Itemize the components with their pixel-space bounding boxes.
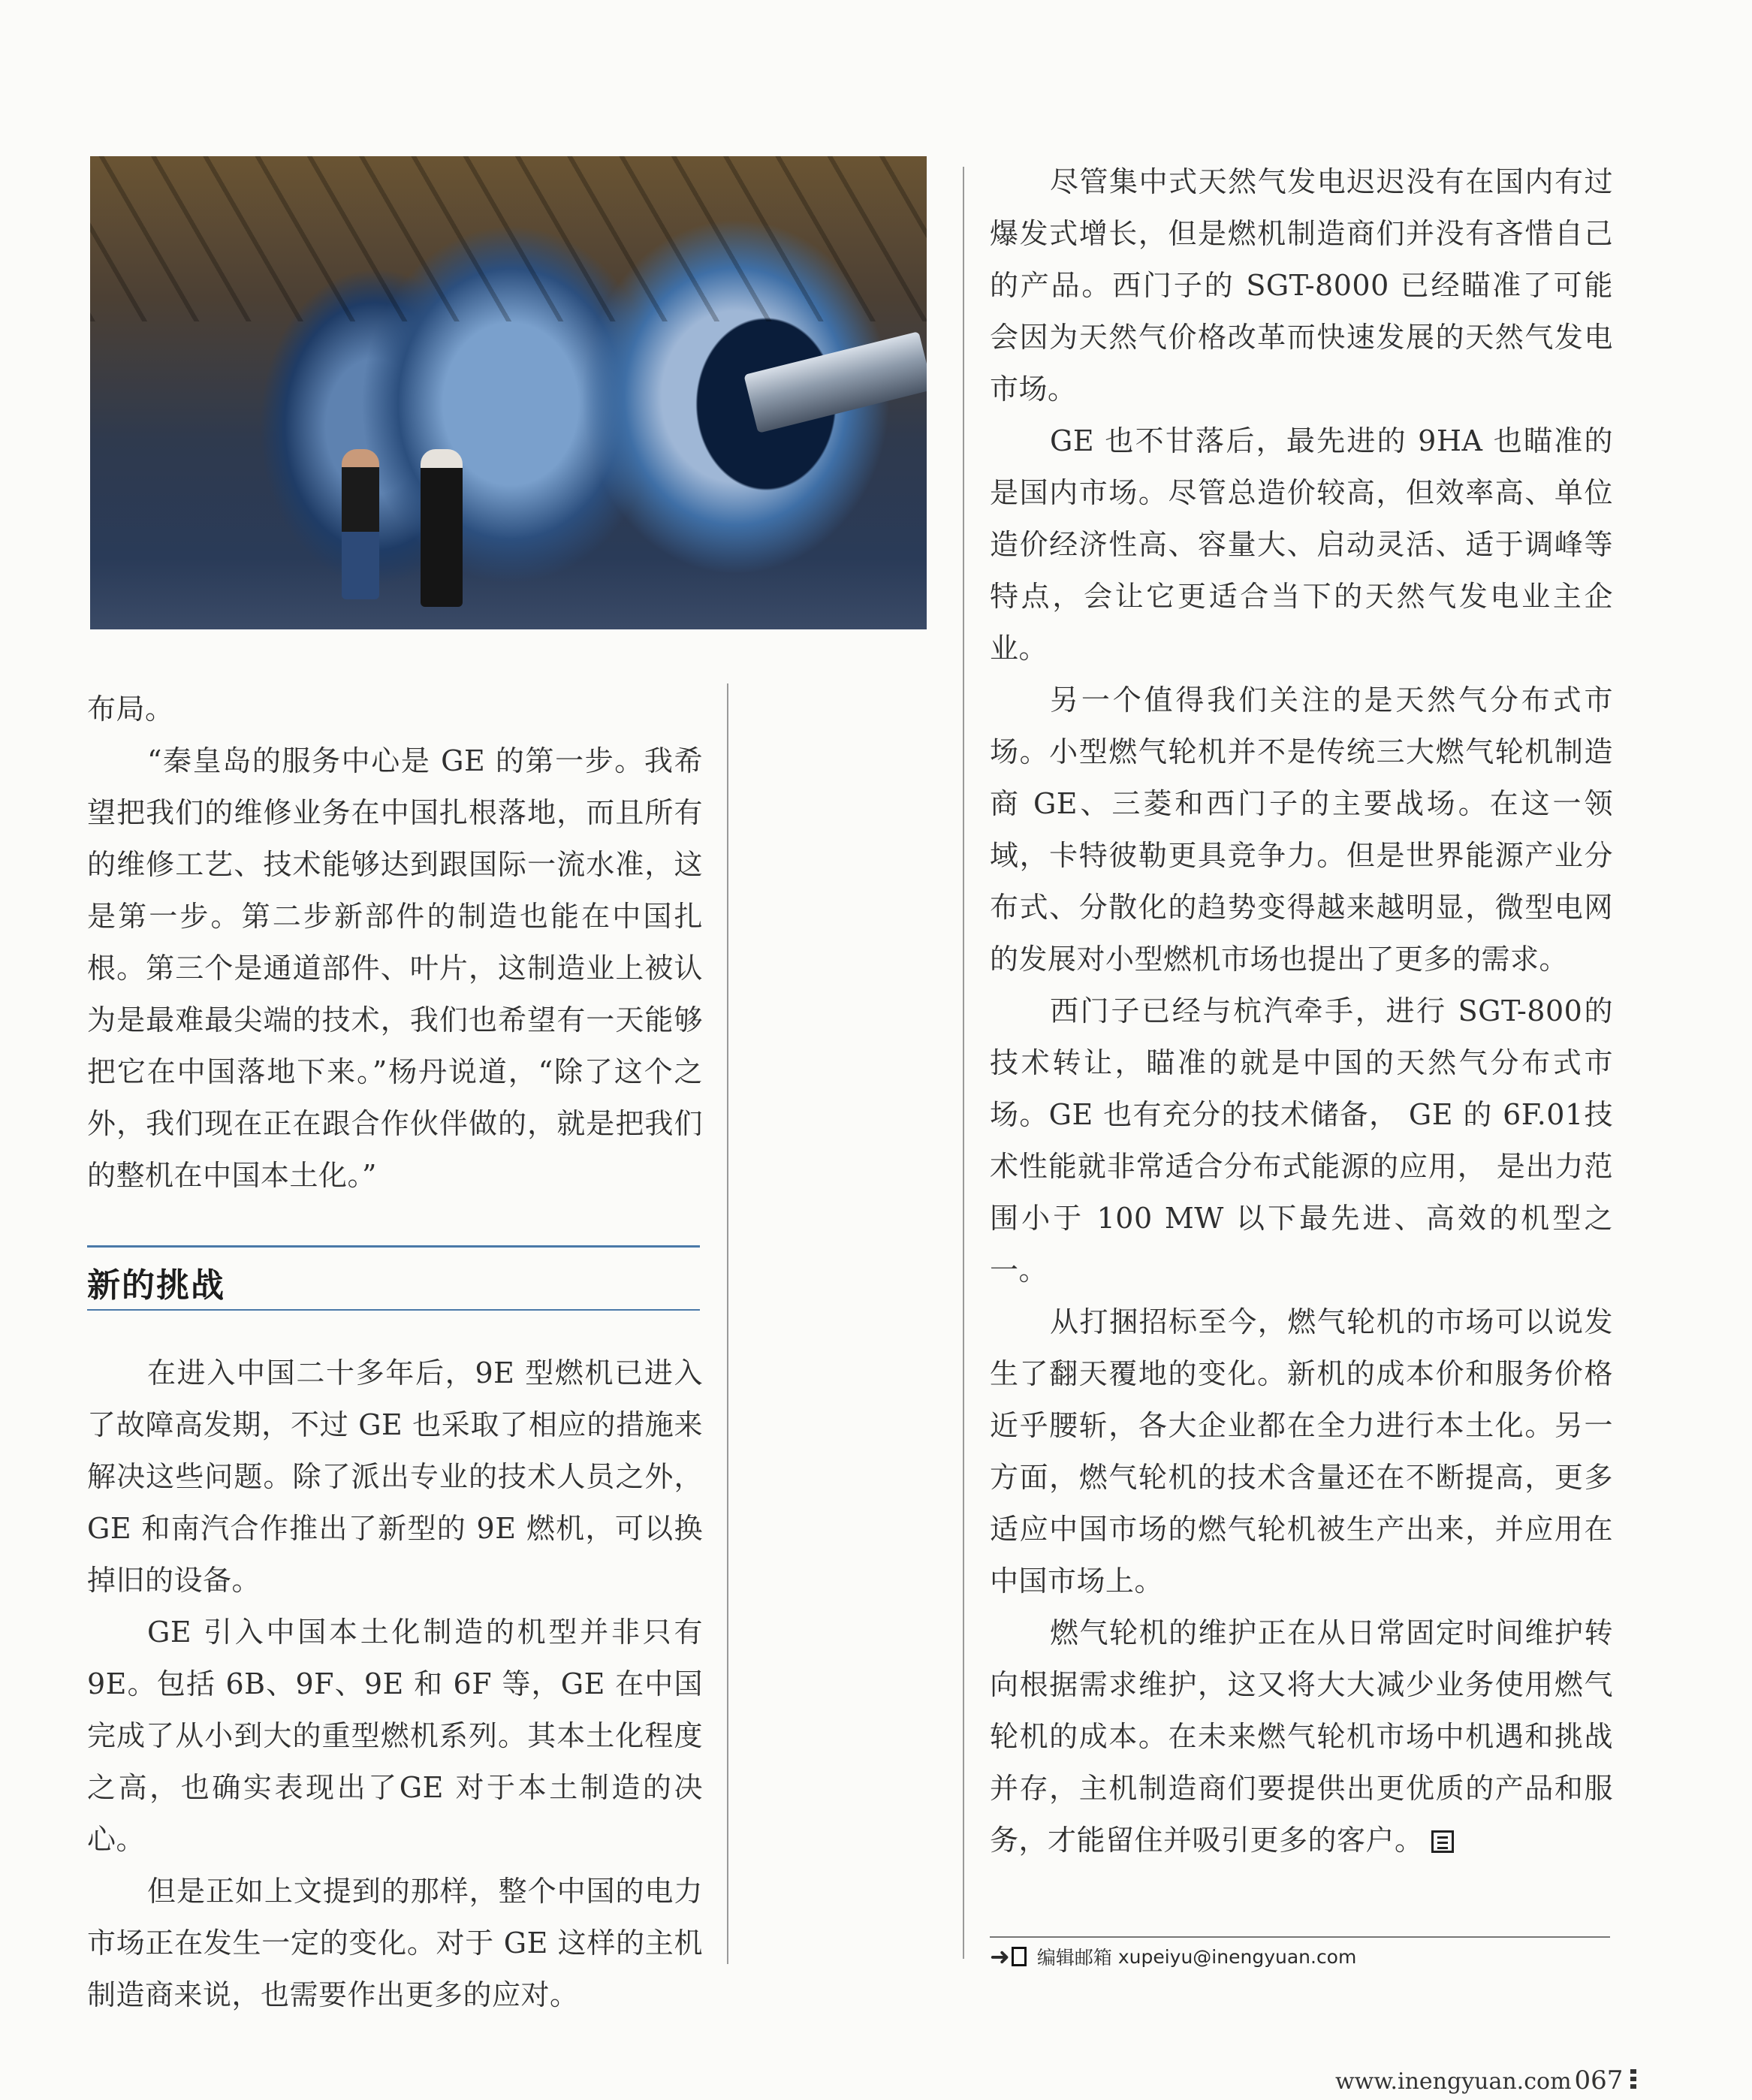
website-url[interactable]: www.inengyuan.com	[1335, 2068, 1572, 2095]
paragraph: 另一个值得我们关注的是天然气分布式市场。小型燃气轮机并不是传统三大燃气轮机制造商 GE、三菱和西门子的主要战场。在这一领域，卡特彼勒更具竞争力。但是世界能源产业分布式、分散化的趋势变得越来越明显，微型电网的发展对小型燃机市场也提出了更多的需求。	[990, 683, 1613, 976]
paragraph: 在进入中国二十多年后，9E 型燃机已进入了故障高发期，不过 GE 也采取了相应的措施来解决这些问题。除了派出专业的技术人员之外，GE 和南汽合作推出了新型的 9E 燃机，可以换掉旧的设备。	[87, 1356, 703, 1597]
left-column-intro	[87, 683, 703, 1202]
section-title: 新的挑战	[87, 1266, 225, 1305]
factory-truss	[90, 156, 927, 321]
paragraph: 尽管集中式天然气发电迟迟没有在国内有过爆发式增长，但是燃机制造商们并没有吝惜自己的产品。西门子的 SGT-8000 已经瞄准了可能会因为天然气价格改革而快速发展的天然气发电市场。	[990, 165, 1613, 406]
page-number: 067	[1574, 2065, 1624, 2095]
email-address[interactable]: xupeiyu@inengyuan.com	[1117, 1945, 1357, 1968]
paragraph: 西门子已经与杭汽牵手，进行 SGT-800的技术转让，瞄准的就是中国的天然气分布式市场。GE 也有充分的技术储备， GE 的 6F.01技术性能就非常适合分布式能源的应用， 是出力范围小于 100 MW 以下最先进、高效的机型之一。	[990, 994, 1613, 1287]
editor-email	[990, 1942, 1356, 1971]
right-column	[990, 156, 1613, 1866]
mailbox-icon	[1012, 1947, 1027, 1966]
turbine-rotor-photo	[90, 156, 927, 629]
paragraph: 布局。	[87, 692, 174, 726]
paragraph: 但是正如上文提到的那样，整个中国的电力市场正在发生一定的变化。对于 GE 这样的主机制造商来说，也需要作出更多的应对。	[87, 1875, 703, 2011]
paragraph-text: 燃气轮机的维护正在从日常固定时间维护转向根据需求维护，这又将大大减少业务使用燃气轮机的成本。在未来燃气轮机市场中机遇和挑战并存，主机制造商们要提供出更优质的产品和服务，才能留住并吸引更多的客户。	[990, 1616, 1613, 1857]
paragraph: 从打捆招标至今，燃气轮机的市场可以说发生了翻天覆地的变化。新机的成本价和服务价格近乎腰斩，各大企业都在全力进行本土化。另一方面，燃气轮机的技术含量还在不断提高，更多适应中国市场的燃气轮机被生产出来，并应用在中国市场上。	[990, 1305, 1613, 1598]
section-heading	[87, 1245, 700, 1311]
paragraph: GE 引入中国本土化制造的机型并非只有9E。包括 6B、9F、9E 和 6F 等，GE 在中国完成了从小到大的重型燃机系列。其本土化程度之高，也确实表现出了GE 对于本土制造的决心。	[87, 1616, 703, 1856]
rotor-shaft	[743, 331, 927, 433]
left-column-section	[87, 1347, 703, 2021]
article-end-icon	[1431, 1830, 1454, 1853]
worker-figure	[342, 449, 379, 599]
column-divider-left	[727, 683, 728, 1964]
paragraph: GE 也不甘落后，最先进的 9HA 也瞄准的是国内市场。尽管总造价较高，但效率高、单位造价经济性高、容量大、启动灵活、适于调峰等特点，会让它更适合当下的天然气发电业主企业。	[990, 424, 1613, 665]
paragraph	[990, 1607, 1613, 1866]
column-divider-right	[963, 167, 964, 1959]
email-divider	[990, 1936, 1610, 1938]
footer-bar-icon	[1630, 2069, 1636, 2089]
email-label: 编辑邮箱	[1036, 1947, 1112, 1969]
page-footer	[1335, 2065, 1636, 2095]
paragraph: “秦皇岛的服务中心是 GE 的第一步。我希望把我们的维修业务在中国扎根落地，而且所有的维修工艺、技术能够达到跟国际一流水准，这是第一步。第二步新部件的制造也能在中国扎根。第三个是通道部件、叶片，这制造业上被认为是最难最尖端的技术，我们也希望有一天能够把它在中国落地下来。”杨丹说道，“除了这个之外，我们现在正在跟合作伙伴做的，就是把我们的整机在中国本土化。”	[87, 744, 703, 1192]
engineer-figure	[421, 449, 463, 607]
arrow-right-icon: ➜	[990, 1942, 1010, 1971]
